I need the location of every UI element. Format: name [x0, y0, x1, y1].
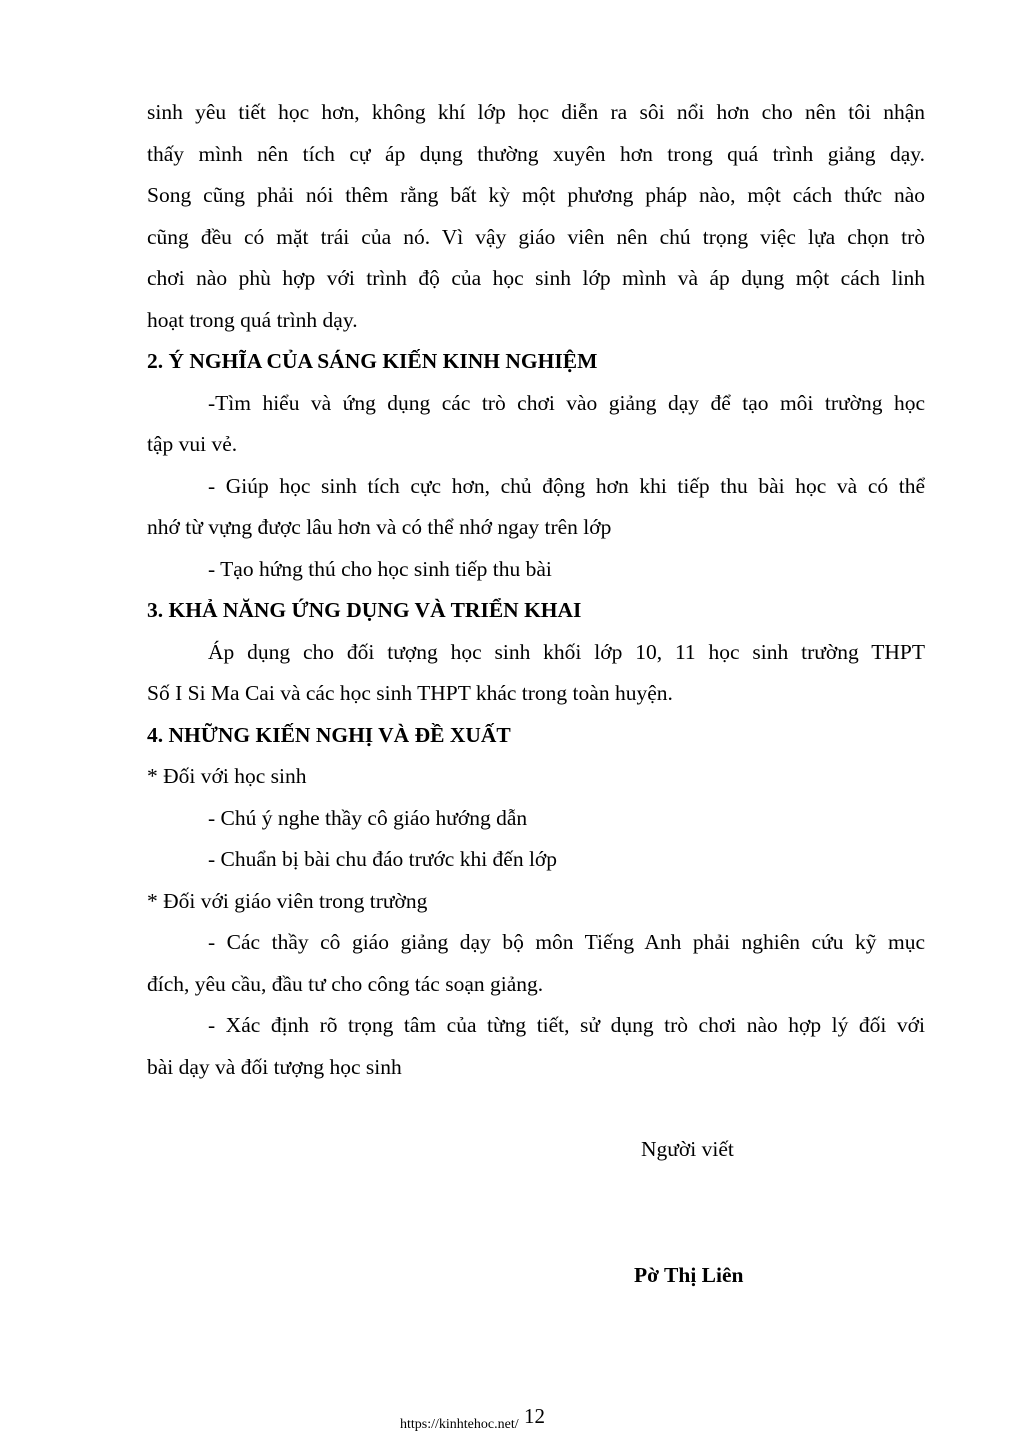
section-3-heading: 3. KHẢ NĂNG ỨNG DỤNG VÀ TRIỂN KHAI [147, 598, 582, 622]
section-2-line: nhớ từ vựng được lâu hơn và có thể nhớ ngay trên lớp [147, 515, 612, 539]
signature-label: Người viết [641, 1137, 734, 1161]
footer-url: https://kinhtehoc.net/ [400, 1417, 519, 1432]
section-3-line: Số I Si Ma Cai và các học sinh THPT khác trong toàn huyện. [147, 681, 673, 705]
section-2-line: tập vui vẻ. [147, 432, 238, 456]
teachers-line: - Các thầy cô giáo giảng dạy bộ môn Tiếng Anh phải nghiên cứu kỹ mục [208, 930, 925, 954]
section-4-heading: 4. NHỮNG KIẾN NGHỊ VÀ ĐỀ XUẤT [147, 723, 511, 747]
section-2-line: -Tìm hiểu và ứng dụng các trò chơi vào giảng dạy để tạo môi trường học [208, 391, 925, 415]
teachers-heading: * Đối với giáo viên trong trường [147, 889, 428, 913]
section-2-line: - Tạo hứng thú cho học sinh tiếp thu bài [208, 557, 552, 581]
teachers-line: đích, yêu cầu, đầu tư cho công tác soạn giảng. [147, 972, 544, 996]
teachers-line: - Xác định rõ trọng tâm của từng tiết, sử dụng trò chơi nào hợp lý đối với [208, 1013, 925, 1037]
students-heading: * Đối với học sinh [147, 764, 307, 788]
paragraph-line: Song cũng phải nói thêm rằng bất kỳ một phương pháp nào, một cách thức nào [147, 183, 925, 207]
paragraph-line: sinh yêu tiết học hơn, không khí lớp học diễn ra sôi nổi hơn cho nên tôi nhận [147, 100, 925, 124]
signature-name: Pờ Thị Liên [634, 1263, 744, 1287]
students-item: - Chuẩn bị bài chu đáo trước khi đến lớp [208, 847, 558, 871]
students-item: - Chú ý nghe thầy cô giáo hướng dẫn [208, 806, 528, 830]
section-2-line: - Giúp học sinh tích cực hơn, chủ động hơn khi tiếp thu bài học và có thể [208, 474, 925, 498]
section-3-line: Áp dụng cho đối tượng học sinh khối lớp 10, 11 học sinh trường THPT [208, 640, 925, 664]
page-number: 12 [524, 1404, 545, 1428]
paragraph-line: thấy mình nên tích cự áp dụng thường xuyên hơn trong quá trình giảng dạy. [147, 142, 925, 166]
paragraph-line: hoạt trong quá trình dạy. [147, 308, 358, 332]
section-2-heading: 2. Ý NGHĨA CỦA SÁNG KIẾN KINH NGHIỆM [147, 349, 598, 373]
paragraph-line: cũng đều có mặt trái của nó. Vì vậy giáo viên nên chú trọng việc lựa chọn trò [147, 225, 925, 249]
teachers-line: bài dạy và đối tượng học sinh [147, 1055, 402, 1079]
paragraph-line: chơi nào phù hợp với trình độ của học sinh lớp mình và áp dụng một cách linh [147, 266, 925, 290]
